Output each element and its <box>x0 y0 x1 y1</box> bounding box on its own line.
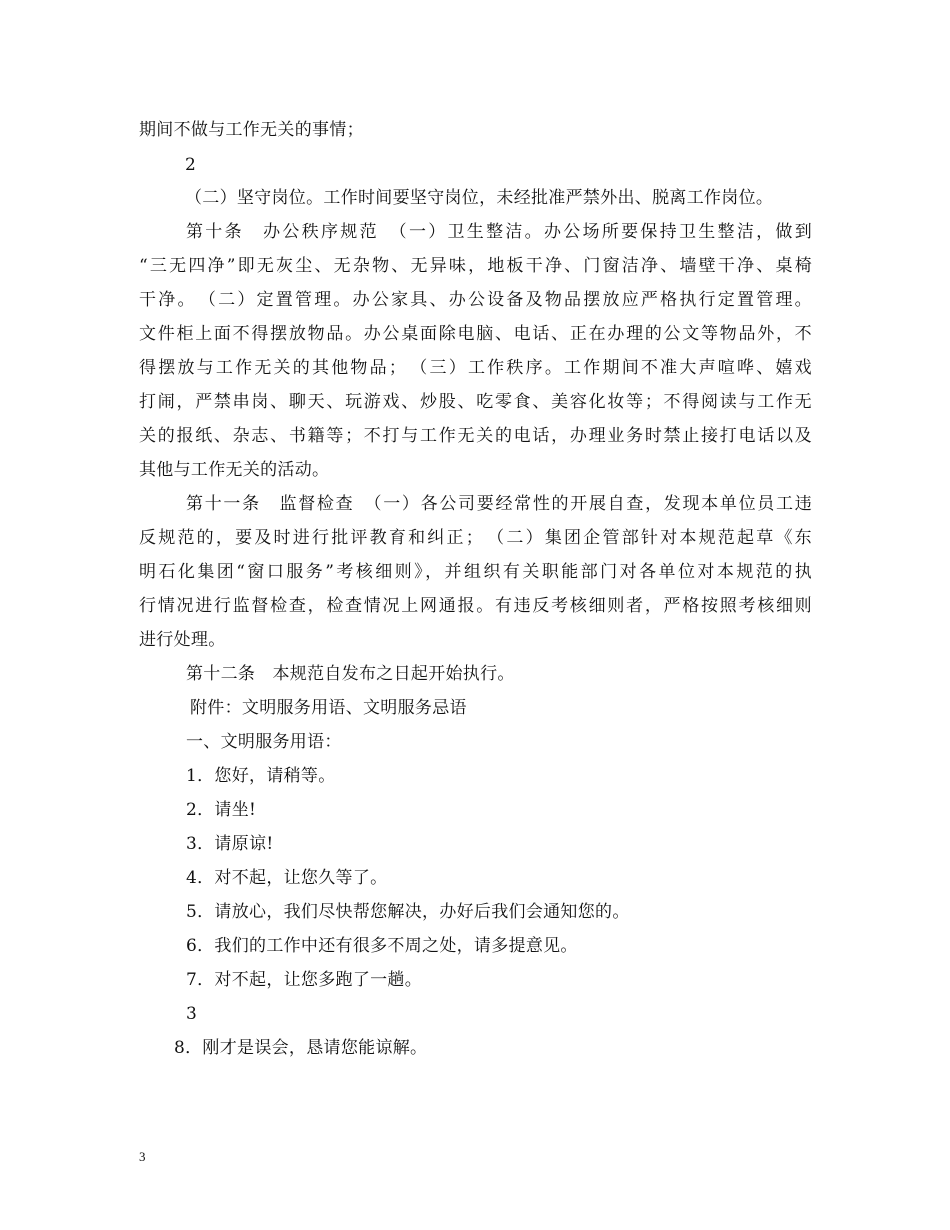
list-item: 8．刚才是误会，恳请您能谅解。 <box>174 1038 428 1058</box>
body-line: 行情况进行监督检查，检查情况上网通报。有违反考核细则者，严格按照考核细则 <box>139 596 812 616</box>
list-item: 1．您好，请稍等。 <box>186 766 336 786</box>
body-line: 得摆放与工作无关的其他物品； （三）工作秩序。工作期间不准大声喧哗、嬉戏 <box>139 358 812 378</box>
article-heading-line: 第十一条 监督检查 （一）各公司要经常性的开展自查，发现本单位员工违 <box>186 494 812 514</box>
body-line: 干净。 （二）定置管理。办公家具、办公设备及物品摆放应严格执行定置管理。 <box>139 290 812 310</box>
article-heading-line: 第十二条 本规范自发布之日起开始执行。 <box>186 664 515 684</box>
body-line: 打闹，严禁串岗、聊天、玩游戏、炒股、吃零食、美容化妆等；不得阅读与工作无 <box>139 392 812 412</box>
list-item: 4．对不起，让您久等了。 <box>186 868 388 888</box>
body-line: 文件柜上面不得摆放物品。办公桌面除电脑、电话、正在办理的公文等物品外，不 <box>139 324 812 344</box>
section-heading: 一、文明服务用语： <box>186 732 342 752</box>
body-line: 反规范的，要及时进行批评教育和纠正； （二）集团企管部针对本规范起草《东 <box>139 528 812 548</box>
inline-page-number: 3 <box>186 1004 198 1024</box>
list-item: 5．请放心，我们尽快帮您解决，办好后我们会通知您的。 <box>186 902 630 922</box>
body-line: （二）坚守岗位。工作时间要坚守岗位，未经批准严禁外出、脱离工作岗位。 <box>185 188 774 208</box>
body-line: 明石化集团“窗口服务”考核细则》，并组织有关职能部门对各单位对本规范的执 <box>139 562 812 582</box>
attachment-title: 附件：文明服务用语、文明服务忌语 <box>190 698 467 718</box>
list-item: 2．请坐! <box>186 800 257 820</box>
body-line: 期间不做与工作无关的事情； <box>139 120 364 140</box>
inline-page-number: 2 <box>185 155 197 175</box>
article-heading-line: 第十条 办公秩序规范 （一）卫生整洁。办公场所要保持卫生整洁，做到 <box>186 222 812 242</box>
body-line: 其他与工作无关的活动。 <box>139 460 330 480</box>
list-item: 7．对不起，让您多跑了一趟。 <box>186 970 423 990</box>
body-line: “三无四净”即无灰尘、无杂物、无异味，地板干净、门窗洁净、墙壁干净、桌椅 <box>139 256 812 276</box>
body-line: 进行处理。 <box>139 630 226 650</box>
list-item: 6．我们的工作中还有很多不周之处，请多提意见。 <box>186 936 578 956</box>
body-line: 关的报纸、杂志、书籍等；不打与工作无关的电话，办理业务时禁止接打电话以及 <box>139 426 812 446</box>
footer-page-number: 3 <box>139 1149 146 1164</box>
list-item: 3．请原谅! <box>186 834 274 854</box>
